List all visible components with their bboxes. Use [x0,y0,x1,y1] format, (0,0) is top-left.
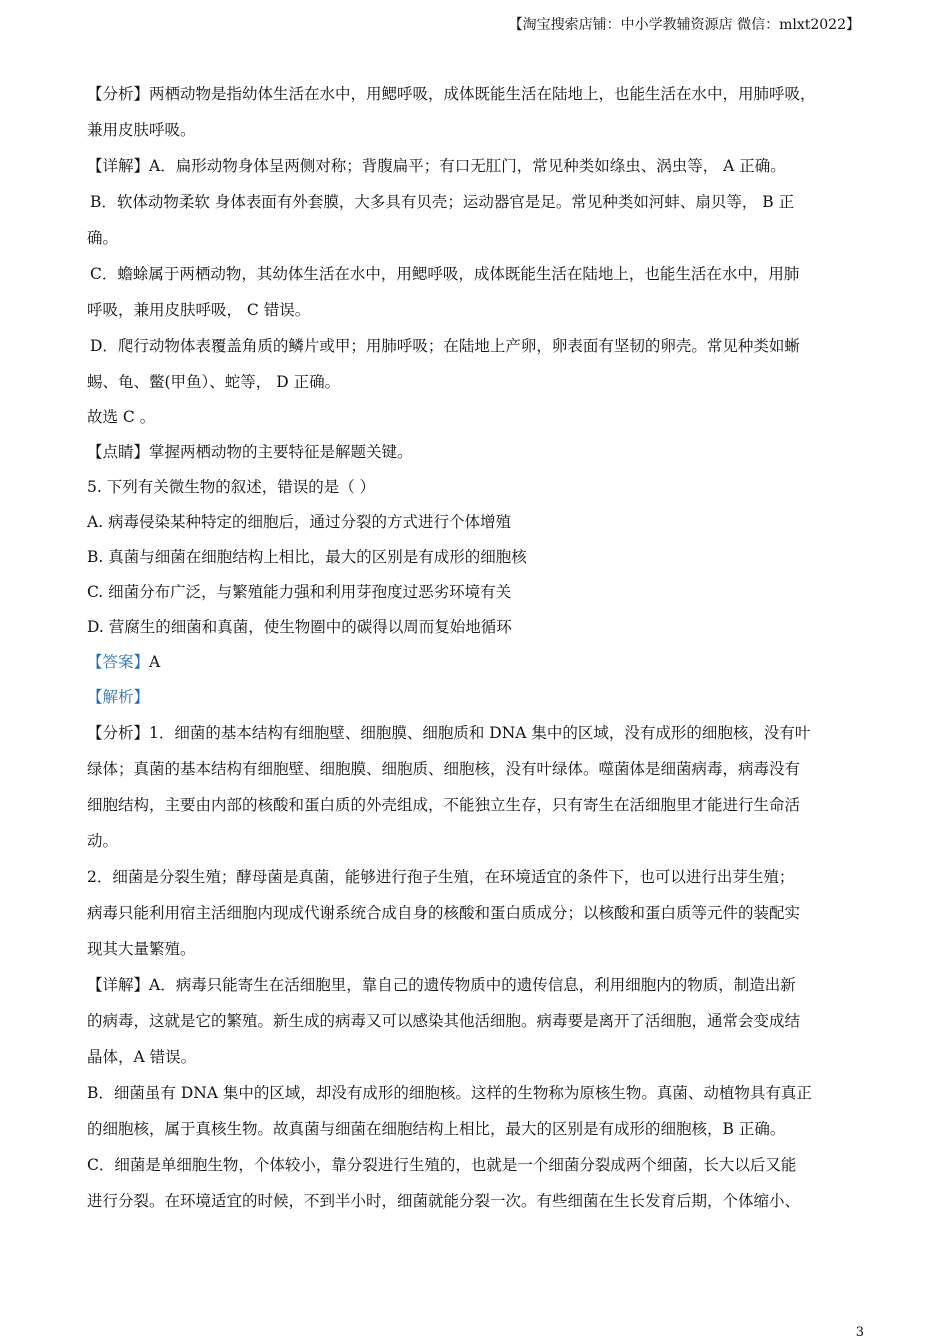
analysis-p1-line: 动。 [87,832,119,850]
detail-a-line: 的病毒，这就是它的繁殖。新生成的病毒又可以感染其他活细胞。病毒要是离开了活细胞，通常会变成结 [87,1012,801,1030]
option-a: A. 病毒侵染某种特定的细胞后，通过分裂的方式进行个体增殖 [87,513,512,531]
analysis-text: 两栖动物是指幼体生活在水中，用鳃呼吸，成体既能生活在陆地上，也能生活在水中，用肺呼吸， [149,85,816,103]
detail-section-label: 【详解】 [87,976,150,994]
prev-detail-c: C．蟾蜍属于两栖动物，其幼体生活在水中，用鳃呼吸，成体既能生活在陆地上，也能生活在水中，用肺 [90,265,800,283]
analysis-p1-line: 细胞结构，主要由内部的核酸和蛋白质的外壳组成，不能独立生存，只有寄生在活细胞里才能进行生命活 [87,796,801,814]
prev-analysis-line [87,76,867,112]
header-note: 【淘宝搜索店铺：中小学教辅资源店 微信：mlxt2022】 [508,17,860,33]
prev-detail-c: 呼吸，兼用皮肤呼吸， C 错误。 [87,301,311,319]
detail-b-line: 的细胞核，属于真核生物。故真菌与细菌在细胞结构上相比，最大的区别是有成形的细胞核，B 正确。 [87,1120,786,1138]
detail-paragraph-a [87,967,867,1003]
document-body [87,76,867,1219]
detail-a-text: A．扁形动物身体呈两侧对称；背腹扁平；有口无肛门，常见种类如绦虫、涡虫等， A 正确。 [149,157,786,175]
prev-tip [87,435,867,470]
prev-detail-d: D．爬行动物体表覆盖角质的鳞片或甲；用肺呼吸；在陆地上产卵，卵表面有坚韧的卵壳。常见种类如蜥 [90,337,800,355]
prev-choice: 故选 C 。 [87,408,156,426]
page-number: 3 [855,1325,864,1340]
detail-c-line: C．细菌是单细胞生物，个体较小，靠分裂进行生殖的，也就是一个细菌分裂成两个细菌，长大以后又能 [87,1156,797,1174]
prev-detail-b: B．软体动物柔软 身体表面有外套膜，大多具有贝壳；运动器官是足。常见种类如河蚌、扇贝等， B 正 [90,193,795,211]
option-d: D. 营腐生的细菌和真菌，使生物圈中的碳得以周而复始地循环 [87,618,512,636]
question-stem: 5. 下列有关微生物的叙述，错误的是（ ） [87,478,376,496]
prev-analysis-line: 兼用皮肤呼吸。 [87,121,196,139]
detail-b-line: B．细菌虽有 DNA 集中的区域，却没有成形的细胞核。这样的生物称为原核生物。真菌、动植物具有真正 [87,1084,812,1102]
analysis-label: 【分析】 [87,85,150,103]
detail-c-line: 进行分裂。在环境适宜的时候，不到半小时，细菌就能分裂一次。有些细菌在生长发育后期，个体缩小、 [87,1192,801,1210]
detail-a-line: 晶体，A 错误。 [87,1048,197,1066]
analysis-paragraph-1 [87,715,867,751]
answer-label: 【答案】 [87,653,150,671]
analysis-p1-line: 绿体；真菌的基本结构有细胞壁、细胞膜、细胞质、细胞核，没有叶绿体。噬菌体是细菌病毒，病毒没有 [87,760,801,778]
option-b: B. 真菌与细菌在细胞结构上相比，最大的区别是有成形的细胞核 [87,548,527,566]
answer-line [87,645,867,680]
analysis-p2-line: 病毒只能利用宿主活细胞内现成代谢系统合成自身的核酸和蛋白质成分；以核酸和蛋白质等元件的装配实 [87,904,801,922]
analysis-section-label: 【分析】 [87,724,150,742]
analysis-p2-line: 现其大量繁殖。 [87,940,196,958]
analysis-p1-line: 1．细菌的基本结构有细胞壁、细胞膜、细胞质和 DNA 集中的区域，没有成形的细胞核，没有叶 [149,724,811,742]
tip-label: 【点睛】 [87,443,150,461]
prev-detail-b: 确。 [87,229,119,247]
option-c: C. 细菌分布广泛，与繁殖能力强和利用芽孢度过恶劣环境有关 [87,583,512,601]
prev-detail-d: 蜴、龟、鳖(甲鱼）、蛇等， D 正确。 [87,373,341,391]
analysis-p2-line: 2．细菌是分裂生殖；酵母菌是真菌，能够进行孢子生殖，在环境适宜的条件下，也可以进行出芽生殖； [87,868,795,886]
answer-value: A [149,653,161,671]
tip-text: 掌握两栖动物的主要特征是解题关键。 [149,443,413,461]
detail-a-line: A．病毒只能寄生在活细胞里，靠自己的遗传物质中的遗传信息，利用细胞内的物质，制造出新 [149,976,796,994]
detail-label: 【详解】 [87,157,150,175]
explain-label: 【解析】 [87,688,150,706]
prev-detail-a [87,148,867,184]
